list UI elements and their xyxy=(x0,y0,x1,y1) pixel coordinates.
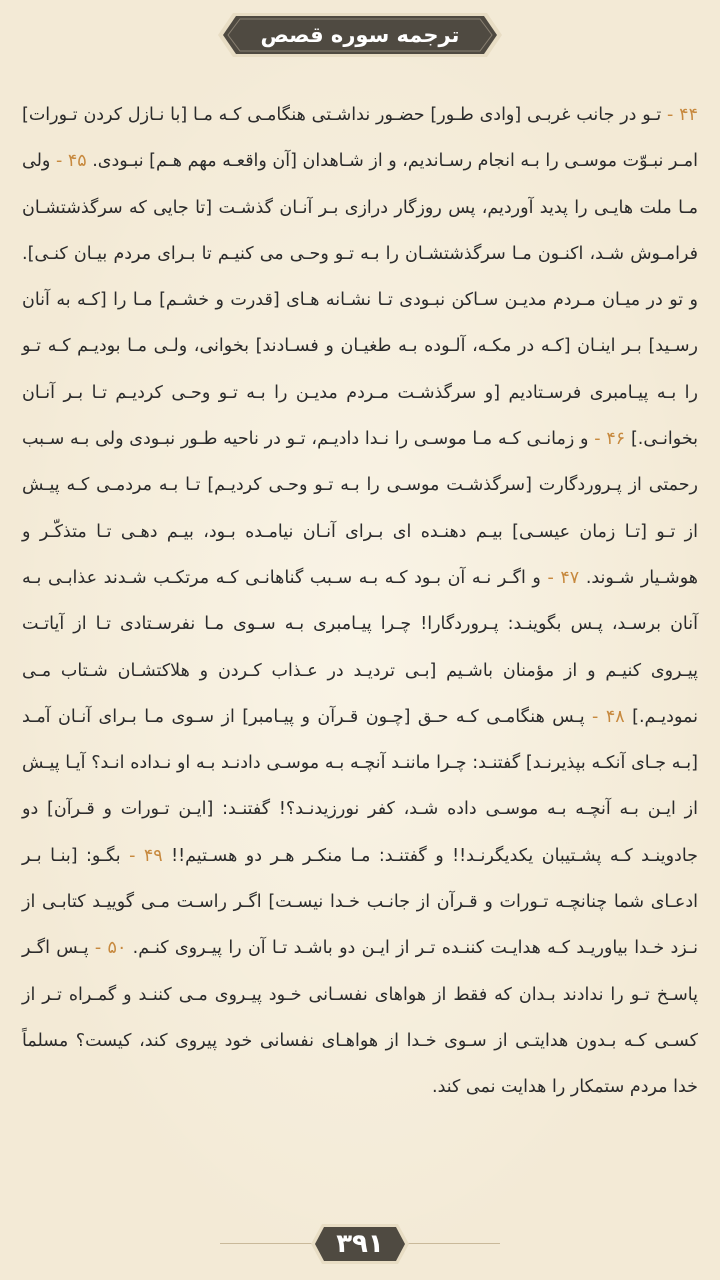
verse-text: و زمانـی کـه مـا موسـی را نـدا دادیـم، تـو در ناحیه طـور نبـودی ولی بـه سـبب رحمتی از پـروردگارت [سرگذشـت موسـی را بـه تـو وحـی کردیـم] تـا بـه مردمـی کـه پیـش از تـو [تـا زمان عیسـی] بیـم دهنـده ای بـرای آنـان نیامـده بـود، بیـم دهـی تـا متذکّـر و هوشـیار شـوند. xyxy=(22,429,698,588)
verse-dash: - xyxy=(588,429,607,450)
footer-divider-right xyxy=(405,1243,500,1244)
verse-dash: - xyxy=(540,567,561,588)
verse-dash: - xyxy=(661,105,680,125)
verse-number: ۴۸ xyxy=(605,706,625,727)
verse-text: و اگـر نـه آن بـود کـه بـه سـبب گناهانـی کـه مرتکـب شـدند عذابـی بـه آنان برسـد، پـس بگوینـد: پـروردگارا! چـرا پیـامبری بـه سـوی مـا نفرسـتادی تـا از آیاتـت پیـروی کنیـم و از مؤمنان باشـیم [بـی تردیـد در عـذاب کـردن و هلاکتشـان شـتاب مـی نمودیـم.] xyxy=(22,567,698,727)
verse-text: ولی مـا ملت هایـی را پدید آوردیم، پس روزگار درازی بـر آنـان گذشـت [تا جایی که سرگذشتشـان فرامـوش شـد، اکنـون مـا سرگذشتشـان را بـه تـو وحـی می کنیـم تا بـرای مردم بیـان کنـی]. و تو در میـان مـردم مدیـن سـاکن نبـودی تـا نشـانه هـای [قدرت و خشـم] مـا را [کـه به آنان رسـید] بـر اینـان [کـه در مکـه، آلـوده بـه طغیـان و فسـادند] بخوانی، ولـی مـا بودیـم کـه تـو را بـه پیـامبری فرسـتادیم [و سرگذشـت مـردم مدیـن را بـه تـو وحـی کردیـم تـا بـر آنـان بخوانـی.] xyxy=(22,151,698,450)
verse-dash: - xyxy=(50,151,68,172)
translation-paragraph xyxy=(22,92,698,1111)
surah-title-badge xyxy=(215,10,505,60)
footer-divider-left xyxy=(220,1243,315,1244)
surah-title: ترجمه سوره قصص xyxy=(260,23,460,47)
page-number: ۳۹۱ xyxy=(336,1229,384,1259)
translation-text xyxy=(22,92,698,1111)
verse-number: ۴۹ xyxy=(143,845,163,866)
verse-number: ۴۴ xyxy=(679,105,698,125)
verse-text: پـس هنگامـی کـه حـق [چـون قـرآن و پیـامبر] از سـوی مـا بـرای آنـان آمـد [بـه جـای آنکـه بپذیرنـد] گفتنـد: چـرا ماننـد آنچـه بـه موسـی دادنـد بـه او نـداده انـد؟ آیـا پیـش از ایـن بـه آنچـه بـه موسـی داده شـد، کفر نورزیدنـد؟! گفتنـد: [ایـن تـورات و قـرآن] دو جادوینـد کـه پشـتیبان یکدیگرنـد!! و گفتنـد: مـا منکـر هـر دو هسـتیم!! xyxy=(22,706,698,866)
verse-text: پـس اگـر پاسـخ تـو را ندادند بـدان که فقط از هواهای نفسـانی خـود پیـروی مـی کننـد و گمـراه تـر از کسـی کـه بـدون هدایتـی از سـوی خـدا از هواهـای نفسانی خود پیروی کند، کیست؟ مسلماً خدا مردم ستمکار را هدایت نمی کند. xyxy=(22,938,698,1098)
verse-number: ۴۶ xyxy=(606,429,626,450)
verse-dash: - xyxy=(120,845,144,866)
verse-dash: - xyxy=(88,938,108,959)
verse-number: ۴۷ xyxy=(560,567,580,588)
verse-number: ۵۰ xyxy=(107,938,127,959)
verse-text: تـو در جانب غربـی [وادی طـور] حضـور نداشـتی هنگامـی کـه مـا [با نـازل کردن تـورات] امـر نبـوّت موسـی را بـه انجام رسـاندیم، و از شـاهدان [آن واقعـه مهم هـم] نبـودی. xyxy=(22,105,698,172)
verse-text: بگـو: [بنـا بـر ادعـای شما چنانچـه تـورات و قـرآن از جانـب خـدا نیسـت] اگـر راسـت مـی گوییـد کتابـی از نـزد خـدا بیاوریـد کـه هدایـت کننـده تـر از ایـن دو باشـد تـا آن را پیـروی کنـم. xyxy=(22,845,698,959)
verse-dash: - xyxy=(584,706,606,727)
page-number-badge xyxy=(310,1222,410,1266)
verse-number: ۴۵ xyxy=(67,151,87,172)
